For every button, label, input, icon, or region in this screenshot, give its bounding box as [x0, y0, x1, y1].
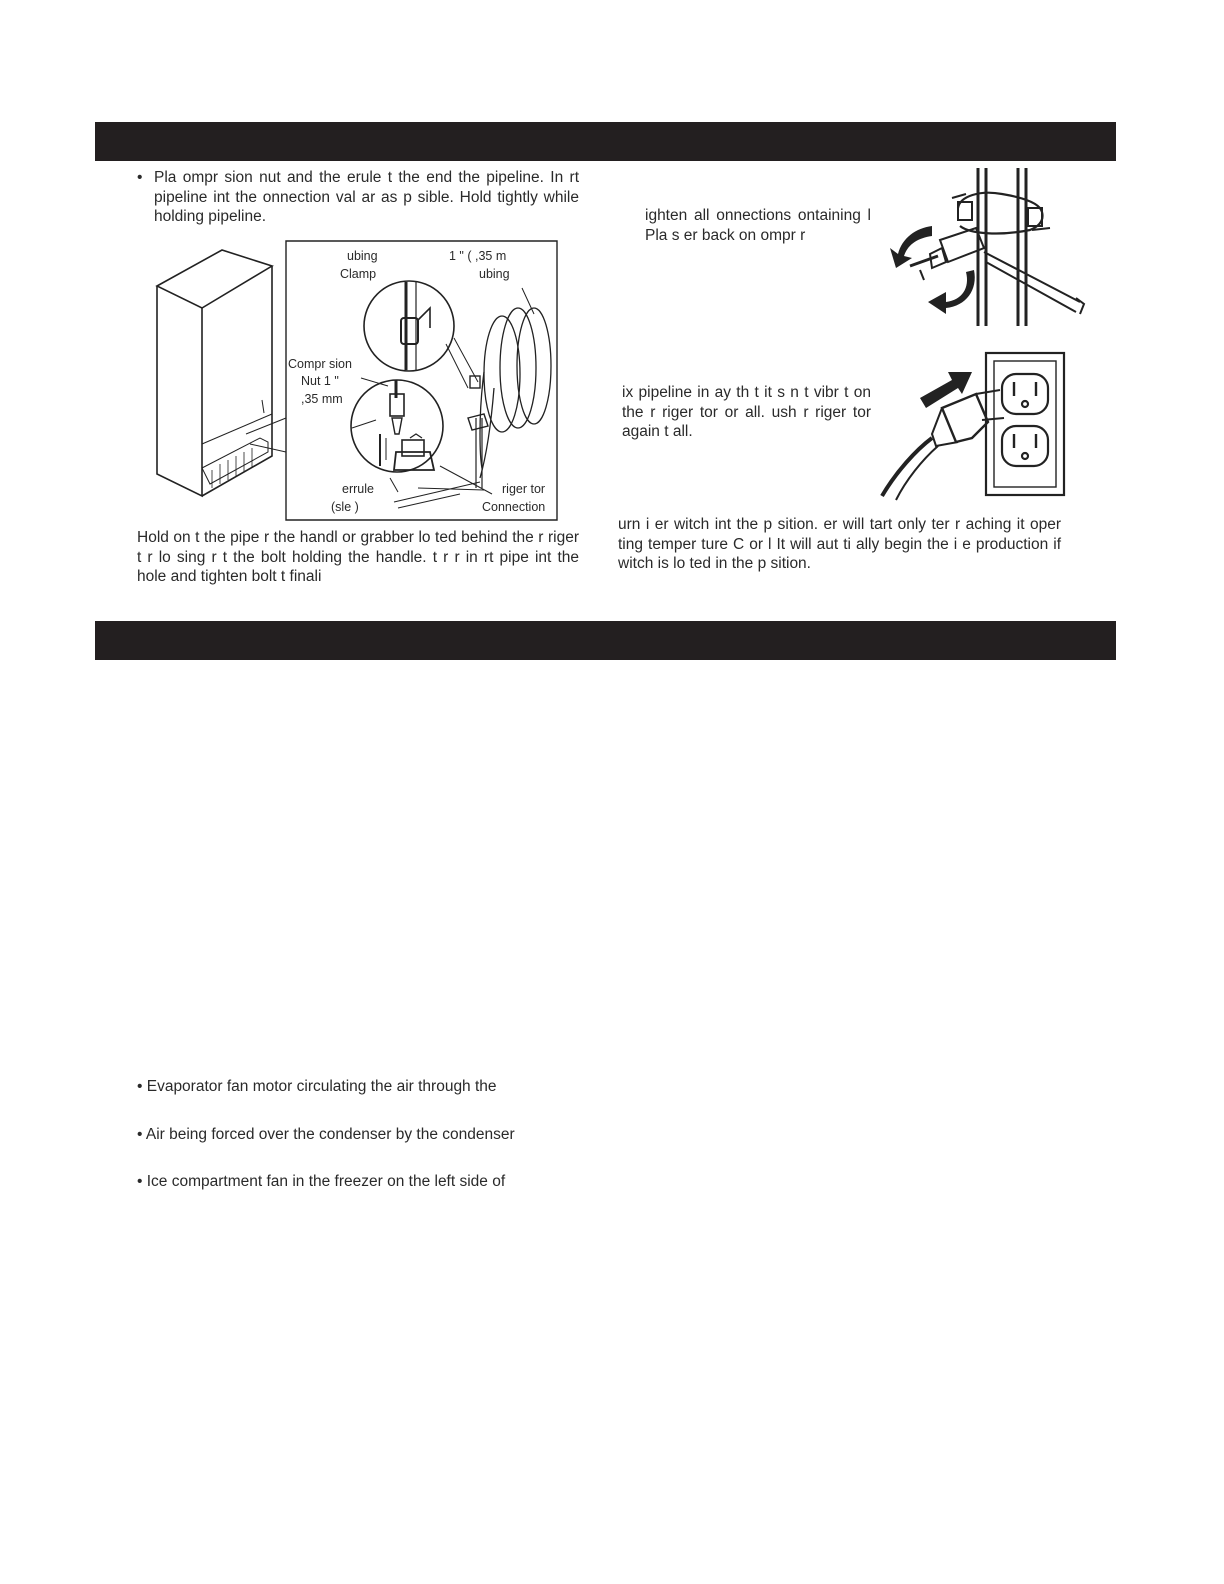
label-tubing-size-line2: ubing	[479, 267, 510, 281]
hold-pipe-instruction: Hold on t the pipe r the handl or grabber lo ted behind the r riger t r lo sing r t the bolt holding the handle. t r r in rt pipe int the hole and tighten bolt t finali	[137, 529, 579, 586]
fix-pipeline-instruction: ix pipeline in ay th t it s n t vibr t on the r riger tor or all. ush r riger tor again t all.	[622, 384, 871, 441]
label-compression-nut-line1: Compr sion	[288, 357, 352, 371]
label-ferrule-line2: (sle )	[331, 500, 359, 514]
label-connection-line2: Connection	[482, 500, 546, 514]
bullet-marker: •	[137, 169, 143, 186]
ice-compartment-fan-bullet: • Ice compartment fan in the freezer on the left side of	[137, 1173, 506, 1190]
section-header-bar-installation	[95, 122, 1116, 161]
tighten-connections-instruction: ighten all onnections ontaining l Pla s er back on ompr r	[645, 207, 871, 244]
plug-outlet-figure	[876, 350, 1072, 502]
label-ferrule-line1: errule	[342, 482, 374, 496]
condenser-fan-bullet: • Air being forced over the condenser by the condenser	[137, 1126, 515, 1143]
label-compression-nut-line2: Nut 1 "	[301, 374, 339, 388]
evaporator-fan-bullet: • Evaporator fan motor circulating the air through the	[137, 1078, 497, 1095]
label-connection-line1: riger tor	[502, 482, 546, 496]
label-tubing-size-line1: 1 " ( ,35 m	[449, 249, 507, 263]
valve-tightening-figure	[880, 168, 1090, 328]
compression-nut-instruction: Pla ompr sion nut and the erule t the end the pipeline. In rt pipeline int the onnection val ar as p sible. Hold tightly while holding pipeline.	[154, 169, 579, 226]
turn-ice-maker-instruction: urn i er witch int the p sition. er will tart only ter r aching it oper ting temper ture C or l It will aut ti ally begin the i e production if witch is lo ted in the p sition.	[618, 516, 1061, 573]
label-compression-nut-line3: ,35 mm	[301, 392, 343, 406]
label-tubing-clamp-line2: Clamp	[340, 267, 377, 281]
label-tubing-clamp-line1: ubing	[347, 249, 378, 263]
section-header-bar-operation	[95, 621, 1116, 660]
